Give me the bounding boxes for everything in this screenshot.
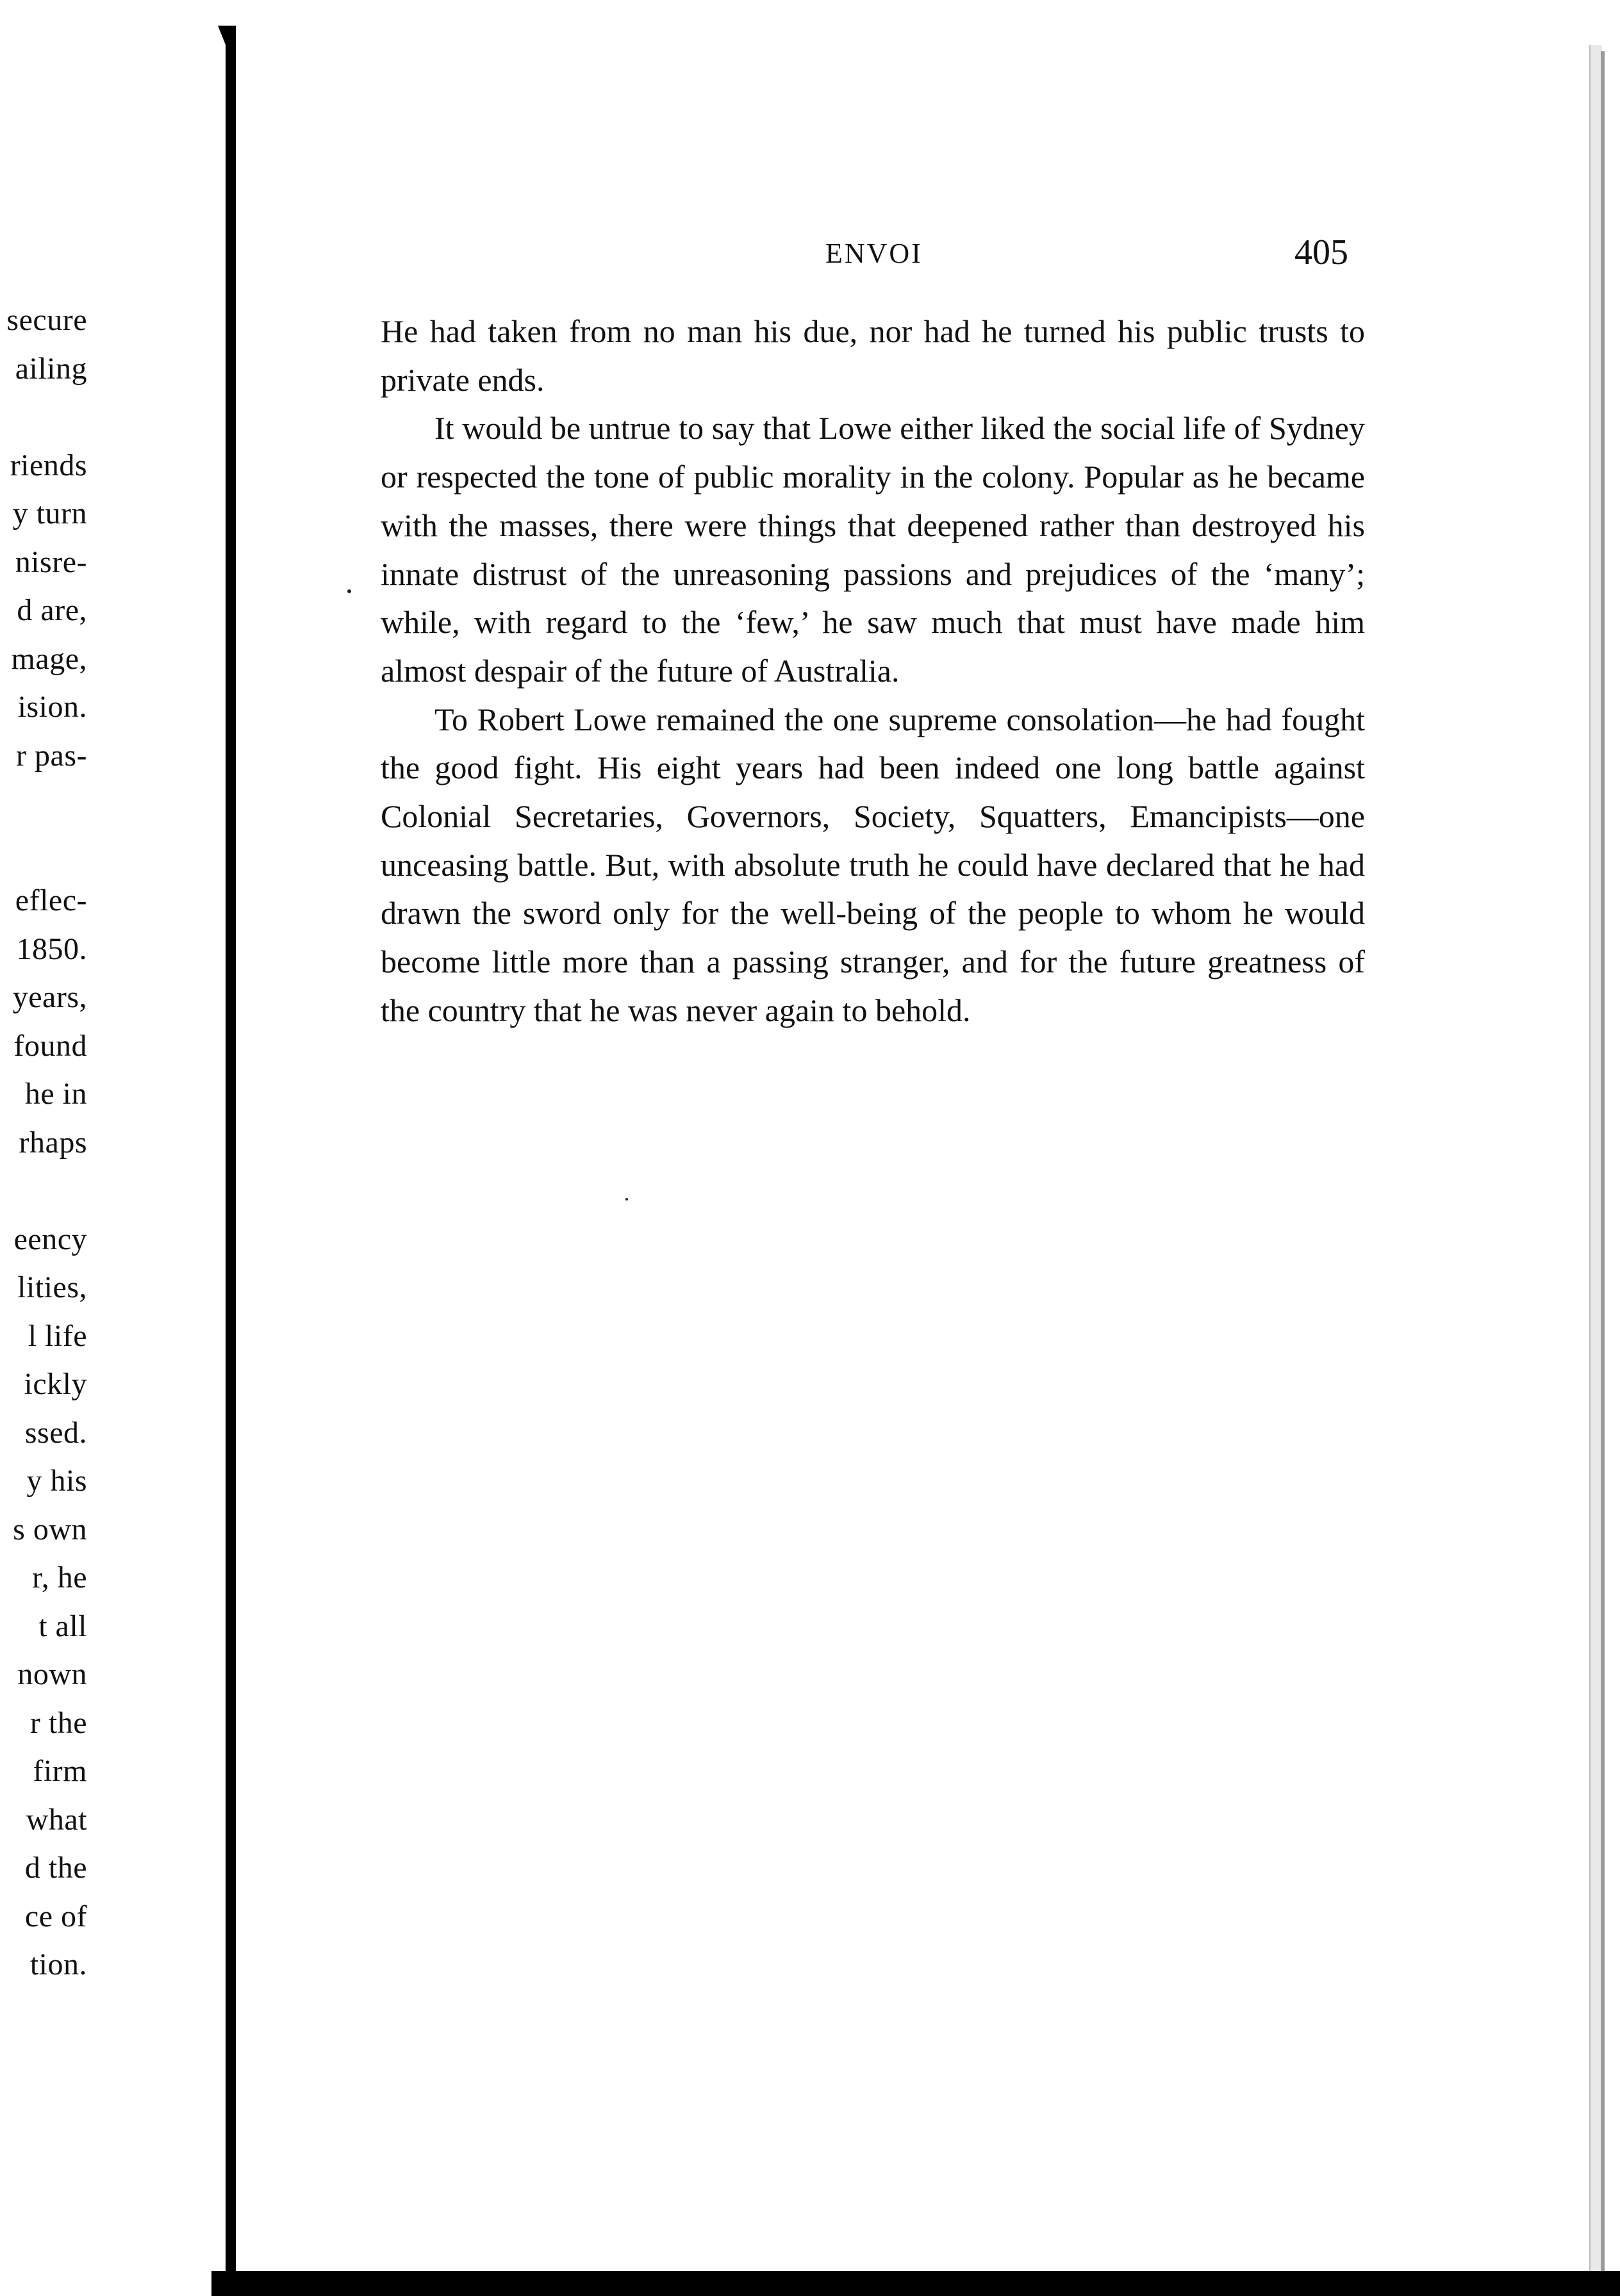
book-gutter <box>226 26 236 2296</box>
speck <box>625 1198 628 1201</box>
facing-page-line: ce of <box>24 1899 87 1933</box>
facing-page-line: ickly <box>24 1367 87 1401</box>
facing-page-gap <box>0 393 87 441</box>
facing-page-line: eency <box>13 1222 87 1256</box>
page <box>236 26 1589 2274</box>
facing-page-line: what <box>26 1802 87 1837</box>
facing-page-line: t all <box>38 1609 87 1643</box>
facing-page-left <box>0 0 224 2296</box>
paragraph: To Robert Lowe remained the one supreme consolation—he had fought the good fight. His eight years had been indeed one long battle against Colonial Secretaries, Governors, Society, Squatters, Emancipists—one unceasing battle. But, with absolute truth he could have declared that he had drawn the sword only for the well-being of the people to whom he would become little more than a passing stranger, and for the future greatness of the country that he was never again to behold. <box>381 701 1365 1028</box>
facing-page-line: eflec- <box>15 883 87 917</box>
facing-page-line: lities, <box>17 1270 87 1304</box>
facing-page-gap <box>0 1167 87 1215</box>
facing-page-line: ailing <box>15 351 87 386</box>
facing-page-line: 1850. <box>16 931 87 966</box>
facing-page-line: tion. <box>29 1948 87 1981</box>
facing-page-line: y his <box>26 1464 87 1498</box>
facing-page-line: he in <box>24 1077 87 1111</box>
facing-page-line: nisre- <box>15 545 87 579</box>
facing-page-line: firm <box>33 1754 87 1788</box>
running-head: ENVOI <box>825 238 923 269</box>
page-header <box>236 232 1589 277</box>
facing-page-line: riends <box>10 448 87 482</box>
facing-page-line: r pas- <box>16 738 87 773</box>
facing-page-line: secure <box>6 303 87 337</box>
facing-page-line: s own <box>13 1512 87 1546</box>
facing-page-line: d the <box>24 1851 87 1885</box>
facing-page-line: l life <box>28 1318 87 1353</box>
facing-page-gap <box>0 828 87 877</box>
facing-page-line: d are, <box>17 593 87 627</box>
facing-page-line: found <box>13 1028 87 1063</box>
facing-page-line: r the <box>29 1705 87 1740</box>
facing-page-line: ision. <box>17 690 87 724</box>
facing-page-line: ssed. <box>24 1415 87 1450</box>
facing-page-line: r, he <box>32 1561 87 1595</box>
speck <box>347 589 351 593</box>
facing-page-line: mage, <box>11 641 87 676</box>
paragraph: It would be untrue to say that Lowe either liked the social life of Sydney or respected the tone of public morality in the colony. Popular as he became with the masses, there were things that deepened rather than destroyed his innate distrust of the unreasoning passions and prejudices of the ‘many’; while, with regard to the ‘few,’ he saw much that must have made him almost despair of the future of Australia. <box>381 410 1365 689</box>
facing-page-line: rhaps <box>19 1125 87 1160</box>
facing-page-line: y turn <box>12 496 87 530</box>
facing-page-gap <box>0 780 87 828</box>
page-edge <box>1589 45 1602 2274</box>
facing-page-line: nown <box>17 1657 87 1691</box>
facing-page-line: years, <box>12 980 87 1014</box>
facing-page-text <box>0 296 87 1989</box>
page-edge-shadow <box>1601 51 1605 2281</box>
scan-border-bottom <box>211 2271 1620 2296</box>
page-number: 405 <box>1294 233 1348 272</box>
paragraph: He had taken from no man his due, nor had he turned his public trusts to private ends. <box>381 313 1365 398</box>
body-text <box>381 308 1365 1035</box>
